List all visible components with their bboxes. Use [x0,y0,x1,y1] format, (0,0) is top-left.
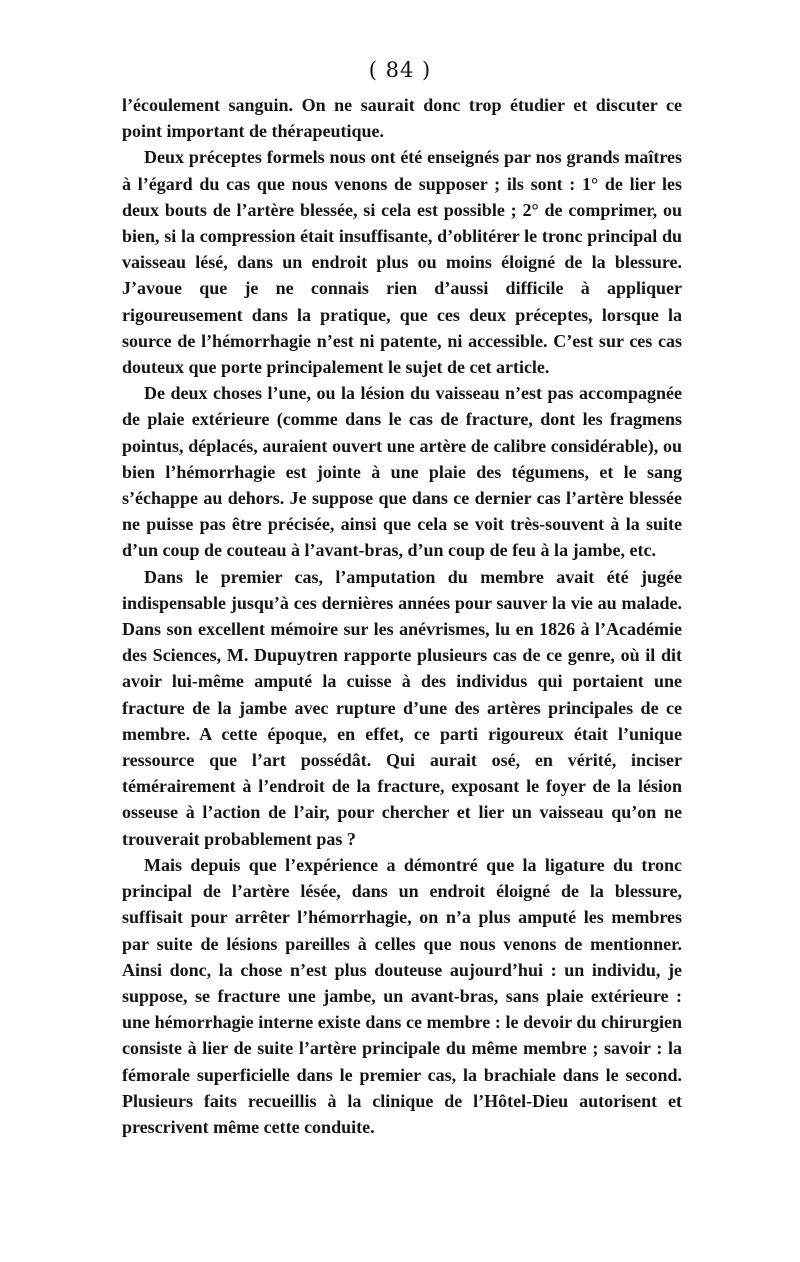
body-text [122,92,682,1140]
paragraph: l’écoulement sanguin. On ne saurait donc trop étudier et discuter ce point important de thérapeutique. [122,95,682,142]
paragraph: Dans le premier cas, l’amputation du membre avait été jugée indispensable jusqu’à ces dernières années pour sauver la vie au malade. Dans son excellent mémoire sur les anévrismes, lu en 1826 à l’Académie des Sciences, M. Dupuytren rapporte plusieurs cas de ce genre, où il dit avoir lui-même amputé la cuisse à des individus qui portaient une fracture de la jambe avec rupture d’une des artères principales de ce membre. A cette époque, en effet, ce parti rigoureux était l’unique ressource que l’art possédât. Qui aurait osé, en vérité, inciser témérairement à l’endroit de la fracture, exposant le foyer de la lésion osseuse à l’action de l’air, pour chercher et lier un vaisseau qu’on ne trouverait probablement pas ? [122,566,682,849]
page-number: ( 84 ) [368,58,432,82]
paragraph: Deux préceptes formels nous ont été enseignés par nos grands maîtres à l’égard du cas que nous venons de supposer ; ils sont : 1° de lier les deux bouts de l’artère blessée, si cela est possible ; 2° de comprimer, ou bien, si la compression était insuffisante, d’oblitérer le tronc principal du vaisseau lésé, dans un endroit plus ou moins éloigné de la blessure. J’avoue que je ne connais rien d’aussi difficile à appliquer rigoureusement dans la pratique, que ces deux préceptes, lorsque la source de l’hémorrhagie n’est ni patente, ni accessible. C’est sur ces cas douteux que porte principalement le sujet de cet article. [122,147,682,378]
paragraph: Mais depuis que l’expérience a démontré que la ligature du tronc principal de l’artère lésée, dans un endroit éloigné de la blessure, suffisait pour arrêter l’hémorrhagie, on n’a plus amputé les membres par suite de lésions pareilles à celles que nous venons de mentionner. Ainsi donc, la chose n’est plus douteuse aujourd’hui : un individu, je suppose, se fracture une jambe, un avant-bras, sans plaie extérieure : une hémorrhagie interne existe dans ce membre : le devoir du chirurgien consiste à lier de suite l’artère principale du même membre ; savoir : la fémorale superficielle dans le premier cas, la brachiale dans le second. Plusieurs faits recueillis à la clinique de l’Hôtel-Dieu autorisent et prescrivent même cette conduite. [122,854,682,1137]
paragraph: De deux choses l’une, ou la lésion du vaisseau n’est pas accompagnée de plaie extérieure (comme dans le cas de fracture, dont les fragmens pointus, déplacés, auraient ouvert une artère de calibre considérable), ou bien l’hémorrhagie est jointe à une plaie des tégumens, et le sang s’échappe au dehors. Je suppose que dans ce dernier cas l’artère blessée ne puisse pas être précisée, ainsi que cela se voit très-souvent à la suite d’un coup de couteau à l’avant-bras, d’un coup de feu à la jambe, etc. [122,383,682,561]
